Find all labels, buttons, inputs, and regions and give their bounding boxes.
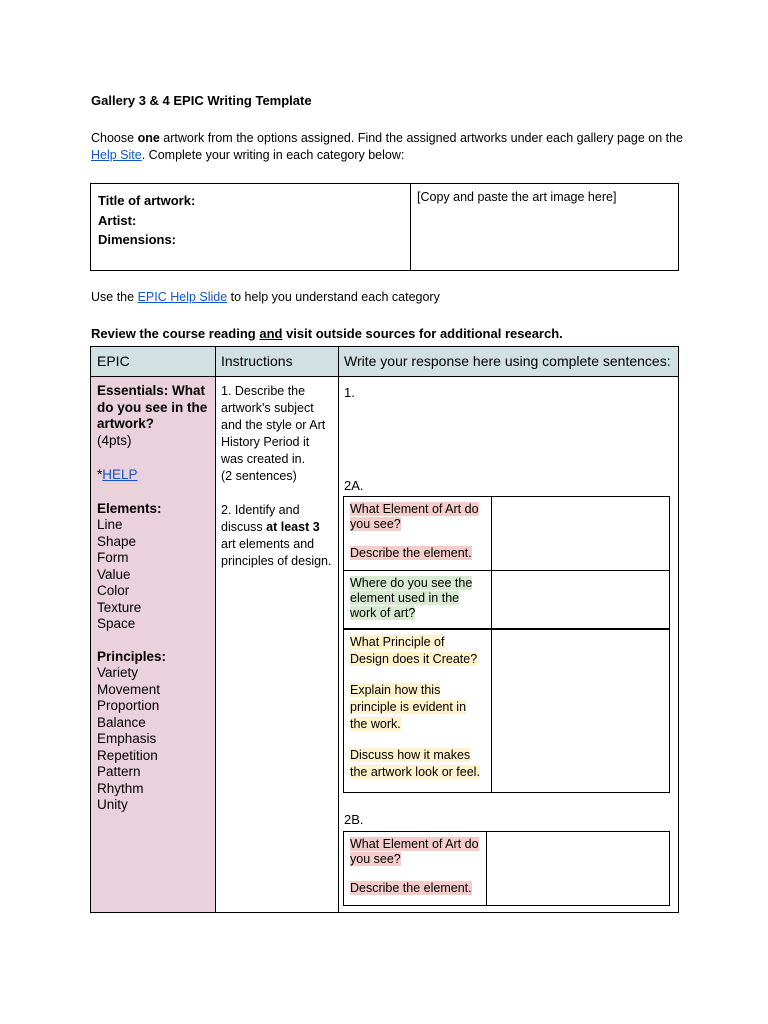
step2-bold: at least 3	[266, 520, 320, 534]
element-item-line: Line	[97, 517, 123, 532]
response-cell[interactable]	[338, 377, 678, 912]
element-item-texture: Texture	[97, 599, 142, 615]
essentials-heading: Essentials: What do you see in the artwork?	[97, 383, 208, 431]
element-item-color: Color	[97, 583, 130, 598]
subtable-2b-divider	[486, 832, 487, 905]
artwork-info-labels[interactable]	[91, 184, 411, 270]
principles-heading: Principles:	[97, 648, 167, 664]
review-text: Review the course reading	[91, 326, 260, 341]
instruction-step-2	[221, 502, 332, 570]
q-element-b-text: What Element of Art do you see?	[350, 837, 479, 866]
q-element-text: What Element of Art do you see?	[350, 502, 479, 531]
artist-label: Artist:	[98, 212, 137, 228]
principle-item-proportion: Proportion	[97, 698, 160, 713]
epic-help-line	[91, 290, 440, 304]
q-explain-text: Explain how this principle is evident in the work.	[350, 683, 467, 731]
q-where-text: Where do you see the element used in the work of art?	[350, 576, 473, 620]
element-item-space: Space	[97, 616, 136, 631]
principle-item-rhythm: Rhythm	[97, 780, 144, 796]
review-underlined: and	[259, 326, 283, 341]
step2-text: 2. Identify and discuss	[221, 503, 300, 534]
response-label-2a: 2A.	[344, 478, 364, 493]
art-image-cell[interactable]	[411, 184, 678, 282]
help-prefix: *	[97, 467, 103, 482]
instruction-step-1-note: (2 sentences)	[221, 469, 297, 483]
principle-item-variety: Variety	[97, 665, 139, 680]
principle-item-unity: Unity	[97, 797, 128, 812]
intro-text: Choose	[91, 131, 138, 145]
q-describe-b-text: Describe the element.	[350, 881, 472, 895]
dimensions-label: Dimensions:	[98, 232, 177, 247]
header-epic: EPIC	[91, 347, 215, 377]
header-response: Write your response here using complete sentences:	[338, 347, 678, 377]
q-where-cell[interactable]	[344, 571, 491, 628]
essentials-cell	[91, 377, 215, 912]
q-principle-text: What Principle of Design does it Create?	[350, 635, 478, 666]
response-label-1: 1.	[344, 385, 355, 400]
intro-text-post: . Complete your writing in each category below:	[141, 148, 405, 162]
use-line-text-post: to help you understand each category	[227, 290, 440, 304]
column-divider-2	[338, 347, 339, 912]
intro-text-mid: artwork from the options assigned. Find the assigned artworks under each gallery page on the	[159, 131, 684, 145]
element-item-shape: Shape	[97, 533, 137, 549]
column-divider-1	[215, 347, 216, 912]
intro-bold: one	[137, 131, 160, 145]
artwork-info-table	[90, 183, 679, 271]
element-item-value: Value	[97, 566, 131, 582]
help-site-link[interactable]: Help Site	[91, 148, 142, 162]
intro-paragraph	[91, 130, 691, 164]
q-describe-text: Describe the element.	[350, 546, 472, 560]
q-principle-cell[interactable]	[344, 629, 491, 792]
review-text-post: visit outside sources for additional research.	[282, 326, 563, 341]
q-element-b-cell[interactable]	[344, 832, 486, 905]
epic-table	[90, 346, 679, 913]
principle-item-emphasis: Emphasis	[97, 731, 157, 746]
epic-help-slide-link[interactable]: EPIC Help Slide	[137, 290, 228, 304]
document-title: Gallery 3 & 4 EPIC Writing Template	[91, 93, 312, 108]
use-line-text: Use the	[91, 290, 138, 304]
principle-item-movement: Movement	[97, 681, 161, 697]
q-discuss-text: Discuss how it makes the artwork look or feel.	[350, 748, 480, 779]
subtable-2a-divider	[491, 497, 492, 792]
element-item-form: Form	[97, 550, 129, 565]
essentials-points: (4pts)	[97, 432, 132, 448]
principle-item-balance: Balance	[97, 714, 146, 730]
instruction-step-1: 1. Describe the artwork's subject and the style or Art History Period it was created in.	[221, 384, 326, 466]
header-instructions: Instructions	[215, 347, 338, 377]
title-of-artwork-label: Title of artwork:	[98, 193, 196, 208]
subtable-2a	[343, 496, 670, 793]
step2-text-post: art elements and principles of design.	[221, 537, 332, 568]
instructions-cell	[215, 377, 338, 912]
q-element-cell[interactable]	[344, 497, 491, 570]
art-image-placeholder: [Copy and paste the art image here]	[417, 190, 617, 204]
help-link[interactable]: HELP	[102, 467, 138, 482]
principle-item-repetition: Repetition	[97, 747, 158, 763]
review-instruction	[91, 326, 563, 341]
principle-item-pattern: Pattern	[97, 764, 141, 779]
help-line	[97, 467, 209, 484]
subtable-2b	[343, 831, 670, 906]
elements-heading: Elements:	[97, 500, 162, 516]
response-label-2b: 2B.	[344, 812, 364, 827]
